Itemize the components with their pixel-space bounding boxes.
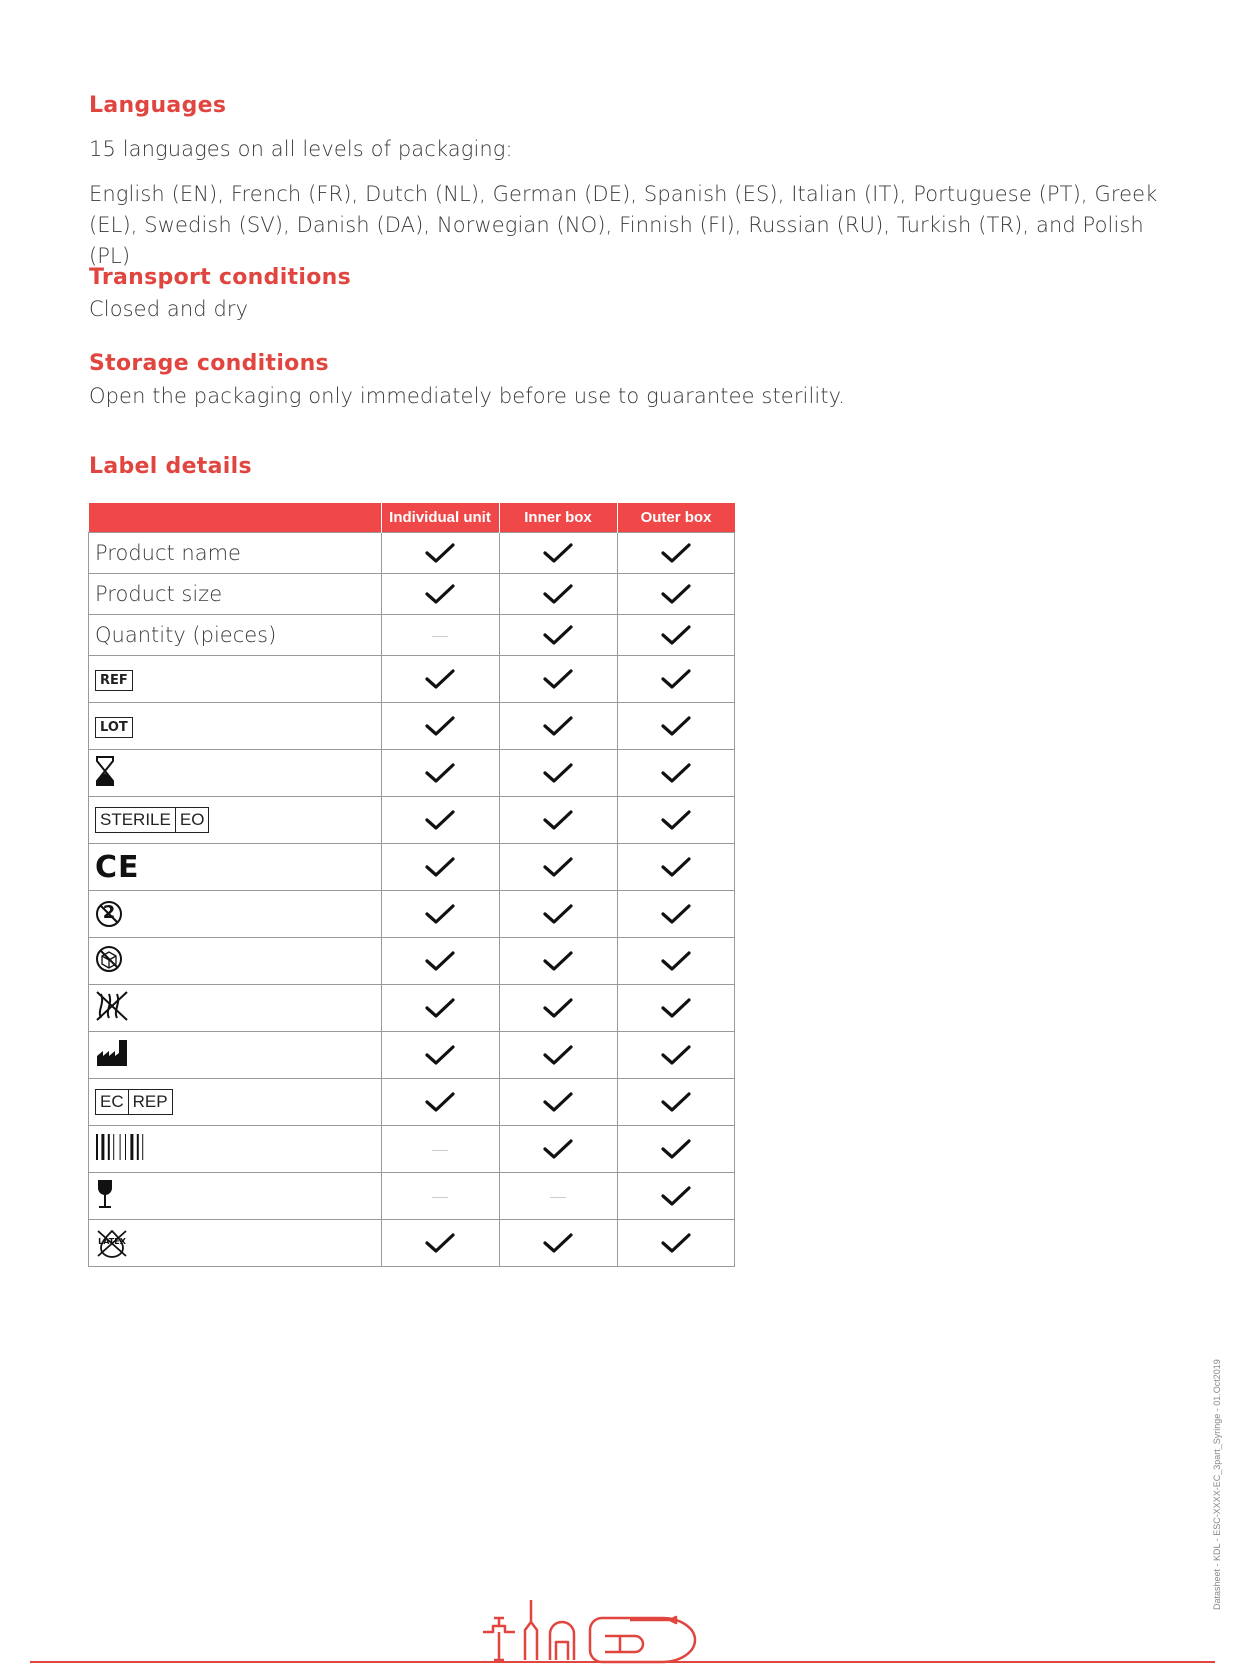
checkmark-icon <box>500 1138 617 1160</box>
row-label: Product name <box>95 541 241 565</box>
checkmark-icon <box>382 997 499 1019</box>
dash-icon <box>550 1197 566 1198</box>
cell-inner-box <box>499 533 617 574</box>
transport-heading: Transport conditions <box>89 265 351 290</box>
checkmark-icon <box>382 856 499 878</box>
cell-outer-box <box>617 1173 735 1220</box>
row-label-cell <box>89 891 382 938</box>
checkmark-icon <box>618 624 735 646</box>
cell-inner-box <box>499 574 617 615</box>
cell-inner-box <box>499 1126 617 1173</box>
table-row <box>89 1079 735 1126</box>
dash-icon <box>432 1197 448 1198</box>
row-label-cell <box>89 1079 382 1126</box>
table-row <box>89 703 735 750</box>
checkmark-icon <box>500 542 617 564</box>
cell-outer-box <box>617 750 735 797</box>
row-label-cell <box>89 1126 382 1173</box>
cell-individual-unit <box>381 533 499 574</box>
checkmark-icon <box>618 997 735 1019</box>
checkmark-icon <box>382 668 499 690</box>
table-row <box>89 1173 735 1220</box>
checkmark-icon <box>382 1044 499 1066</box>
non-pyrogenic-icon <box>95 990 129 1027</box>
cell-outer-box <box>617 1079 735 1126</box>
cell-individual-unit <box>381 1079 499 1126</box>
cell-outer-box <box>617 1220 735 1267</box>
row-label-cell <box>89 533 382 574</box>
cell-outer-box <box>617 891 735 938</box>
cell-outer-box <box>617 533 735 574</box>
cell-inner-box <box>499 938 617 985</box>
cell-outer-box <box>617 574 735 615</box>
table-row <box>89 1032 735 1079</box>
hourglass-icon <box>95 755 115 792</box>
row-label-cell <box>89 1032 382 1079</box>
checkmark-icon <box>382 1232 499 1254</box>
cell-outer-box <box>617 938 735 985</box>
row-label-cell <box>89 985 382 1032</box>
checkmark-icon <box>382 542 499 564</box>
column-header-inner-box: Inner box <box>499 503 617 533</box>
dash-icon <box>432 1150 448 1151</box>
do-not-reuse-icon: 2 <box>95 900 123 928</box>
checkmark-icon <box>382 903 499 925</box>
checkmark-icon <box>382 1091 499 1113</box>
row-label-cell <box>89 656 382 703</box>
checkmark-icon <box>500 1232 617 1254</box>
checkmark-icon <box>618 1185 735 1207</box>
table-row <box>89 1126 735 1173</box>
cell-individual-unit <box>381 797 499 844</box>
row-label-cell <box>89 1173 382 1220</box>
storage-heading: Storage conditions <box>89 351 329 376</box>
cell-inner-box <box>499 656 617 703</box>
table-row <box>89 750 735 797</box>
row-label-cell <box>89 703 382 750</box>
table-row <box>89 797 735 844</box>
cell-inner-box <box>499 844 617 891</box>
checkmark-icon <box>618 1232 735 1254</box>
table-row <box>89 656 735 703</box>
row-label: Product size <box>95 582 223 606</box>
manufacturer-icon <box>95 1038 129 1073</box>
do-not-use-if-damaged-icon <box>95 945 123 978</box>
checkmark-icon <box>618 542 735 564</box>
checkmark-icon <box>500 715 617 737</box>
barcode-icon <box>95 1132 155 1167</box>
cell-outer-box <box>617 985 735 1032</box>
cell-individual-unit <box>381 891 499 938</box>
checkmark-icon <box>500 856 617 878</box>
row-label: Quantity (pieces) <box>95 623 277 647</box>
cell-individual-unit <box>381 574 499 615</box>
table-row <box>89 1220 735 1267</box>
cell-outer-box <box>617 656 735 703</box>
row-label-cell <box>89 615 382 656</box>
column-header-outer-box: Outer box <box>617 503 735 533</box>
row-label-cell <box>89 1220 382 1267</box>
cell-inner-box <box>499 615 617 656</box>
checkmark-icon <box>618 950 735 972</box>
checkmark-icon <box>500 950 617 972</box>
cell-individual-unit <box>381 1126 499 1173</box>
storage-text: Open the packaging only immediately before use to guarantee sterility. <box>89 384 845 408</box>
table-row <box>89 938 735 985</box>
footer-medical-devices-logo <box>480 1590 750 1665</box>
checkmark-icon <box>500 903 617 925</box>
transport-text: Closed and dry <box>89 297 249 321</box>
cell-individual-unit <box>381 703 499 750</box>
fragile-icon <box>95 1178 115 1215</box>
label-details-table <box>88 503 735 1267</box>
cell-individual-unit <box>381 750 499 797</box>
cell-individual-unit <box>381 844 499 891</box>
ref-symbol-icon: REF <box>95 670 133 691</box>
table-row <box>89 615 735 656</box>
table-row <box>89 891 735 938</box>
checkmark-icon <box>618 903 735 925</box>
cell-inner-box <box>499 750 617 797</box>
checkmark-icon <box>618 715 735 737</box>
checkmark-icon <box>500 997 617 1019</box>
checkmark-icon <box>500 1091 617 1113</box>
row-label-cell <box>89 750 382 797</box>
table-row <box>89 574 735 615</box>
checkmark-icon <box>382 809 499 831</box>
checkmark-icon <box>618 809 735 831</box>
checkmark-icon <box>382 762 499 784</box>
cell-inner-box <box>499 703 617 750</box>
checkmark-icon <box>382 715 499 737</box>
row-label-cell <box>89 938 382 985</box>
languages-intro: 15 languages on all levels of packaging: <box>89 137 513 161</box>
column-header-individual-unit: Individual unit <box>381 503 499 533</box>
cell-outer-box <box>617 615 735 656</box>
checkmark-icon <box>500 1044 617 1066</box>
checkmark-icon <box>618 583 735 605</box>
checkmark-icon <box>618 1091 735 1113</box>
cell-outer-box <box>617 1032 735 1079</box>
cell-individual-unit <box>381 1032 499 1079</box>
cell-outer-box <box>617 797 735 844</box>
table-row <box>89 533 735 574</box>
cell-outer-box <box>617 703 735 750</box>
cell-individual-unit <box>381 985 499 1032</box>
checkmark-icon <box>382 950 499 972</box>
cell-inner-box <box>499 797 617 844</box>
checkmark-icon <box>500 762 617 784</box>
checkmark-icon <box>618 762 735 784</box>
table-header-row <box>89 503 735 533</box>
cell-individual-unit <box>381 615 499 656</box>
table-row <box>89 985 735 1032</box>
checkmark-icon <box>500 583 617 605</box>
checkmark-icon <box>618 668 735 690</box>
cell-inner-box <box>499 1032 617 1079</box>
latex-free-icon: LATEX <box>95 1228 129 1258</box>
cell-individual-unit <box>381 1220 499 1267</box>
header-blank-cell <box>89 503 382 533</box>
checkmark-icon <box>500 624 617 646</box>
ec-rep-icon: EC REP <box>95 1089 173 1115</box>
lot-symbol-icon: LOT <box>95 717 133 738</box>
table-row <box>89 844 735 891</box>
checkmark-icon <box>500 809 617 831</box>
sterile-eo-icon: STERILE EO <box>95 807 209 833</box>
cell-outer-box <box>617 844 735 891</box>
languages-list: English (EN), French (FR), Dutch (NL), German (DE), Spanish (ES), Italian (IT), Portuguese (PT), Greek (EL), Swedish (SV), Danish (DA), Norwegian (NO), Finnish (FI), Russian (RU), Turkish (TR), and Polish (PL) <box>89 182 1158 268</box>
languages-heading: Languages <box>89 93 227 118</box>
checkmark-icon <box>618 1044 735 1066</box>
datasheet-side-note: Datasheet - KDL - ESC-XXXX-EC_3part_Syringe - 01.Oct2019 <box>1212 1359 1222 1610</box>
checkmark-icon <box>382 583 499 605</box>
row-label-cell <box>89 797 382 844</box>
cell-individual-unit <box>381 938 499 985</box>
checkmark-icon <box>618 1138 735 1160</box>
cell-inner-box <box>499 1173 617 1220</box>
row-label-cell <box>89 844 382 891</box>
label-details-heading: Label details <box>89 454 252 479</box>
checkmark-icon <box>618 856 735 878</box>
cell-individual-unit <box>381 1173 499 1220</box>
cell-inner-box <box>499 891 617 938</box>
ce-mark-icon: CE <box>95 849 140 885</box>
row-label-cell <box>89 574 382 615</box>
cell-inner-box <box>499 985 617 1032</box>
cell-inner-box <box>499 1220 617 1267</box>
cell-outer-box <box>617 1126 735 1173</box>
dash-icon <box>432 636 448 637</box>
checkmark-icon <box>500 668 617 690</box>
cell-individual-unit <box>381 656 499 703</box>
cell-inner-box <box>499 1079 617 1126</box>
